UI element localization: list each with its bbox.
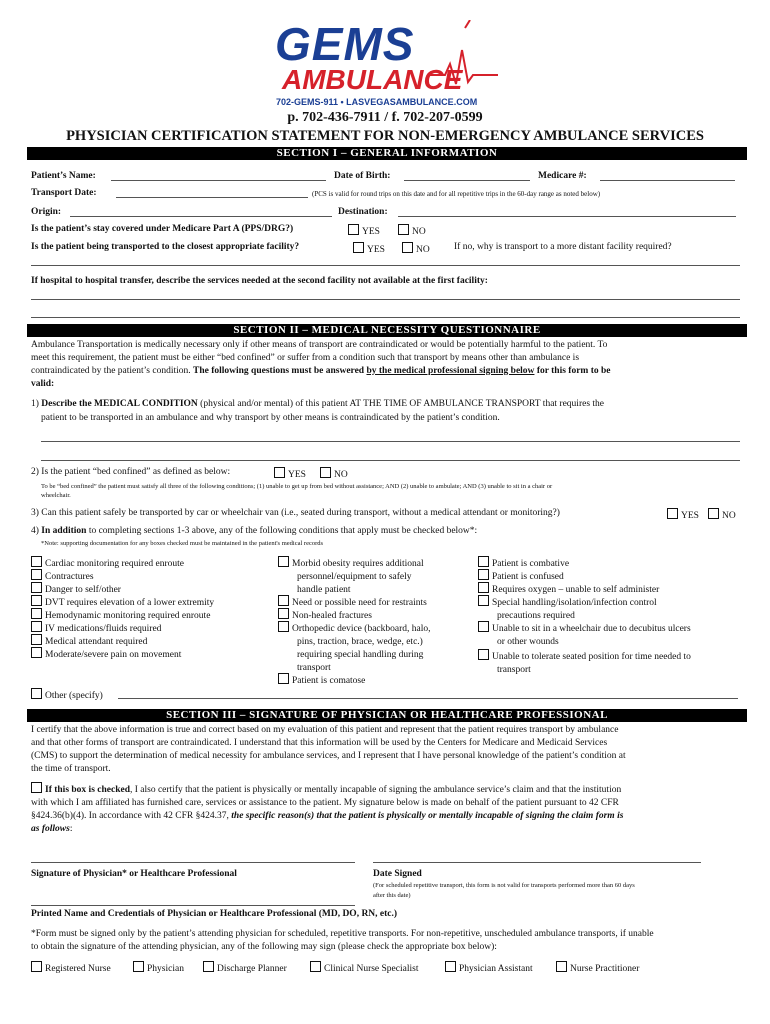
signer-physician-assistant[interactable] — [445, 961, 533, 974]
section-1-header: SECTION I – GENERAL INFORMATION — [27, 147, 747, 160]
other-label: Other (specify) — [45, 691, 103, 701]
other-specify-field[interactable] — [118, 698, 738, 699]
medicare-label: Medicare #: — [538, 171, 587, 181]
condition-item[interactable] — [278, 608, 372, 621]
q4-note: *Note: supporting documentation for any boxes checked must be maintained in the patient's medical records — [41, 540, 324, 547]
incapable-text: §424.36(b)(4). In accordance with 42 CFR §424.37, — [31, 811, 229, 821]
closest-facility-question: Is the patient being transported to the closest appropriate facility? — [31, 242, 300, 252]
q1-answer-field-1[interactable] — [41, 441, 740, 442]
no-label: NO — [416, 245, 430, 255]
incapable-bold: If this box is checked — [45, 785, 130, 795]
question-4 — [31, 526, 477, 536]
checkbox[interactable] — [31, 595, 42, 606]
form-note-line: to obtain the signature of the attending physician, any of the following may sign (please check the appropriate box below): — [31, 942, 497, 952]
cert-line: I certify that the above information is true and correct based on my evaluation of this patient and represent that the patient requires transport by ambulance — [31, 725, 619, 735]
condition-label: Non-healed fractures — [292, 611, 372, 621]
checkbox[interactable] — [353, 242, 364, 253]
intro-line: meet this requirement, the patient must be either “bed confined” or suffer from a condition such that transport by means other than ambulance is — [31, 353, 580, 363]
q1-answer-field-2[interactable] — [41, 460, 740, 461]
signer-label: Physician — [147, 964, 184, 974]
q1-text: (physical and/or mental) of this patient AT THE TIME OF AMBULANCE TRANSPORT that requires the — [200, 399, 605, 409]
date-signed-field[interactable] — [373, 862, 701, 863]
question-3: 3) Can this patient safely be transported by car or wheelchair van (i.e., seated during transport, without a medical attendant or monitoring?) — [31, 508, 560, 518]
incapable-text: : — [69, 824, 73, 834]
q2-note-2: wheelchair. — [41, 492, 71, 499]
condition-label: Danger to self/other — [45, 585, 121, 595]
patient-name-label: Patient’s Name: — [31, 171, 96, 181]
part-a-yes[interactable] — [348, 224, 380, 237]
cert-line: and that other forms of transport are contraindicated. I understand that this information will be used by the Centers for Medicare and Medicaid Services — [31, 738, 608, 748]
condition-label: Special handling/isolation/infection control — [492, 598, 657, 608]
logo-main-text: GEMS — [275, 18, 415, 70]
condition-label-cont: or other wounds — [497, 637, 559, 647]
destination-field[interactable] — [398, 216, 736, 217]
phone-fax-line: p. 702-436-7911 / f. 702-207-0599 — [287, 110, 483, 125]
checkbox[interactable] — [203, 961, 214, 972]
cert-line: the time of transport. — [31, 764, 111, 774]
q1-bold: Describe the MEDICAL CONDITION — [41, 399, 198, 409]
transport-date-label: Transport Date: — [31, 188, 97, 198]
condition-item[interactable] — [478, 649, 691, 677]
checkbox[interactable] — [478, 569, 489, 580]
checkbox[interactable] — [274, 467, 285, 478]
checkbox[interactable] — [133, 961, 144, 972]
no-label: NO — [412, 227, 426, 237]
condition-label: Patient is confused — [492, 572, 564, 582]
condition-label: Unable to tolerate seated position for time needed to — [492, 652, 691, 662]
condition-label: Unable to sit in a wheelchair due to decubitus ulcers — [492, 624, 691, 634]
checkbox[interactable] — [31, 608, 42, 619]
q3-yes[interactable] — [667, 508, 699, 521]
q2-yes[interactable] — [274, 467, 306, 480]
intro-line: valid: — [31, 379, 55, 389]
checkbox[interactable] — [31, 647, 42, 658]
condition-item[interactable] — [478, 556, 569, 569]
date-note-2: after this date) — [373, 892, 411, 899]
incapable-line — [31, 782, 743, 797]
no-label: NO — [722, 511, 736, 521]
condition-label: Medical attendant required — [45, 637, 148, 647]
incapable-bold-italic: the specific reason(s) that the patient is physically or mentally incapable of signing the claim form is — [231, 811, 624, 821]
printed-name-field[interactable] — [31, 905, 355, 906]
checkbox[interactable] — [708, 508, 719, 519]
condition-label: Hemodynamic monitoring required enroute — [45, 611, 211, 621]
condition-label: Cardiac monitoring required enroute — [45, 559, 185, 569]
incapable-checkbox[interactable] — [31, 782, 42, 793]
signer-discharge-planner[interactable] — [203, 961, 287, 974]
condition-label: Requires oxygen – unable to self administer — [492, 585, 660, 595]
condition-label: Morbid obesity requires additional — [292, 559, 424, 569]
signer-label: Registered Nurse — [45, 964, 111, 974]
incapable-text: , I also certify that the patient is physically or mentally incapable of signing the ambulance service’s claim and that the institution — [129, 785, 622, 795]
intro-bold: for this form to be — [536, 366, 611, 376]
condition-label: Patient is comatose — [292, 676, 366, 686]
q4-bold: In addition — [41, 526, 87, 536]
checkbox[interactable] — [320, 467, 331, 478]
incapable-paragraph — [31, 782, 743, 836]
cert-line: (CMS) to support the determination of medical necessity for ambulance services, and I represent that I have personal knowledge of the patient’s condition at — [31, 751, 626, 761]
checkbox[interactable] — [278, 673, 289, 684]
hospital-transfer-field-2[interactable] — [31, 317, 740, 318]
logo-contact: 702-GEMS-911 • LASVEGASAMBULANCE.COM — [276, 97, 478, 107]
condition-item[interactable] — [278, 556, 424, 597]
condition-item[interactable] — [31, 608, 210, 621]
condition-label-cont: requiring special handling during — [297, 650, 424, 660]
checkbox[interactable] — [478, 649, 489, 660]
origin-field[interactable] — [70, 216, 332, 217]
condition-item[interactable] — [31, 556, 184, 569]
condition-label: Orthopedic device (backboard, halo, — [292, 624, 431, 634]
section-3-header: SECTION III – SIGNATURE OF PHYSICIAN OR HEALTHCARE PROFESSIONAL — [27, 709, 747, 722]
condition-item[interactable] — [278, 673, 365, 686]
condition-label-cont: transport — [497, 665, 531, 675]
checkbox[interactable] — [278, 608, 289, 619]
checkbox[interactable] — [478, 621, 489, 632]
section-2-intro — [31, 339, 743, 391]
question-1-line-2: patient to be transported in an ambulance and why transport by other means is contraindicated by the patient’s condition. — [41, 413, 500, 423]
condition-item[interactable] — [31, 621, 161, 634]
if-no-question: If no, why is transport to a more distant facility required? — [454, 242, 672, 252]
q4-number: 4) — [31, 526, 39, 536]
condition-label-cont: precautions required — [497, 611, 575, 621]
condition-label-cont: handle patient — [297, 585, 351, 595]
condition-label: Need or possible need for restraints — [292, 598, 427, 608]
question-2: 2) Is the patient “bed confined” as defined as below: — [31, 467, 231, 477]
part-a-question: Is the patient’s stay covered under Medicare Part A (PPS/DRG?) — [31, 224, 294, 234]
intro-line — [31, 365, 743, 378]
condition-label-cont: pins, traction, brace, wedge, etc.) — [297, 637, 423, 647]
condition-item[interactable] — [278, 621, 430, 675]
q3-no[interactable] — [708, 508, 736, 521]
checkbox[interactable] — [556, 961, 567, 972]
dob-label: Date of Birth: — [334, 171, 391, 181]
yes-label: YES — [362, 227, 380, 237]
checkbox[interactable] — [667, 508, 678, 519]
signer-label: Nurse Practitioner — [570, 964, 640, 974]
if-no-field[interactable] — [31, 265, 740, 266]
checkbox[interactable] — [478, 582, 489, 593]
date-note-1: (For scheduled repetitive transport, this form is not valid for transports performed more than 60 days — [373, 882, 635, 889]
intro-text: contraindicated by the patient’s condition. — [31, 366, 191, 376]
condition-item[interactable] — [478, 569, 564, 582]
checkbox[interactable] — [31, 556, 42, 567]
intro-underlined: by the medical professional signing below — [366, 366, 535, 376]
condition-item[interactable] — [31, 582, 121, 595]
patient-name-field[interactable] — [111, 180, 326, 181]
signer-label: Discharge Planner — [217, 964, 287, 974]
destination-label: Destination: — [338, 207, 388, 217]
condition-item[interactable] — [478, 621, 691, 649]
condition-item[interactable] — [31, 595, 214, 608]
form-note-line: *Form must be signed only by the patient’s attending physician for scheduled, repetitive transports. For non-repetitive, unscheduled ambulance transports, if unable — [31, 929, 654, 939]
checkbox[interactable] — [278, 595, 289, 606]
hospital-transfer-question: If hospital to hospital transfer, describe the services needed at the second facility not available at the first facility: — [31, 276, 488, 286]
logo-sub-text: AMBULANCE — [282, 64, 463, 95]
signer-registered-nurse[interactable] — [31, 961, 111, 974]
condition-label-cont: transport — [297, 663, 331, 673]
checkbox[interactable] — [278, 621, 289, 632]
condition-item[interactable] — [31, 647, 181, 660]
dob-field[interactable] — [404, 180, 530, 181]
closest-no[interactable] — [402, 242, 430, 255]
other-specify[interactable] — [31, 688, 103, 701]
incapable-line: with which I am affiliated has furnished care, services or assistance to the patient. My signature below is made on behalf of the patient pursuant to 42 CFR — [31, 798, 619, 808]
no-label: NO — [334, 470, 348, 480]
signer-label: Physician Assistant — [459, 964, 533, 974]
checkbox[interactable] — [278, 556, 289, 567]
checkbox[interactable] — [398, 224, 409, 235]
section-2-header: SECTION II – MEDICAL NECESSITY QUESTIONNAIRE — [27, 324, 747, 337]
intro-bold: The following questions must be answered — [192, 366, 365, 376]
condition-label: Moderate/severe pain on movement — [45, 650, 182, 660]
certification-paragraph — [31, 724, 743, 776]
checkbox[interactable] — [31, 621, 42, 632]
condition-item[interactable] — [478, 595, 657, 623]
condition-label: Patient is combative — [492, 559, 570, 569]
signer-physician[interactable] — [133, 961, 184, 974]
checkbox[interactable] — [310, 961, 321, 972]
incapable-line — [31, 823, 743, 836]
q2-note-1: To be “bed confined” the patient must satisfy all three of the following conditions; (1) unable to get up from bed without assistance; AND (2) unable to ambulate; AND (3) unable to sit in a chair or — [41, 483, 553, 490]
closest-yes[interactable] — [353, 242, 385, 255]
signer-label: Clinical Nurse Specialist — [324, 964, 419, 974]
checkbox[interactable] — [31, 688, 42, 699]
origin-label: Origin: — [31, 207, 62, 217]
condition-item[interactable] — [31, 634, 147, 647]
yes-label: YES — [367, 245, 385, 255]
signer-nurse-practitioner[interactable] — [556, 961, 639, 974]
checkbox[interactable] — [31, 961, 42, 972]
condition-item[interactable] — [478, 582, 659, 595]
transport-date-field[interactable] — [116, 197, 308, 198]
incapable-line — [31, 810, 743, 823]
medicare-field[interactable] — [600, 180, 735, 181]
printed-name-label: Printed Name and Credentials of Physician or Healthcare Professional (MD, DO, RN, etc.) — [31, 909, 398, 919]
condition-item[interactable] — [278, 595, 427, 608]
date-signed-label: Date Signed — [373, 869, 422, 879]
yes-label: YES — [681, 511, 699, 521]
hospital-transfer-field-1[interactable] — [31, 299, 740, 300]
yes-label: YES — [288, 470, 306, 480]
checkbox[interactable] — [31, 582, 42, 593]
condition-label: Contractures — [45, 572, 94, 582]
q2-no[interactable] — [320, 467, 348, 480]
signer-clinical-nurse-specialist[interactable] — [310, 961, 418, 974]
page-title: PHYSICIAN CERTIFICATION STATEMENT FOR NON-EMERGENCY AMBULANCE SERVICES — [66, 128, 704, 144]
condition-label: DVT requires elevation of a lower extremity — [45, 598, 215, 608]
incapable-bold-italic: as follows — [31, 824, 70, 834]
checkbox[interactable] — [478, 556, 489, 567]
form-note — [31, 928, 743, 954]
q1-number: 1) — [31, 399, 39, 409]
intro-line: Ambulance Transportation is medically necessary only if other means of transport are contraindicated or would be potentially harmful to the patient. To — [31, 340, 608, 350]
logo — [270, 20, 502, 110]
signature-label: Signature of Physician* or Healthcare Professional — [31, 869, 237, 879]
pcs-note: (PCS is valid for round trips on this date and for all repetitive trips in the 60-day range as noted below) — [312, 190, 601, 198]
checkbox[interactable] — [348, 224, 359, 235]
condition-label: IV medications/fluids required — [45, 624, 162, 634]
checkbox[interactable] — [445, 961, 456, 972]
part-a-no[interactable] — [398, 224, 426, 237]
checkbox[interactable] — [478, 595, 489, 606]
question-1 — [31, 399, 604, 409]
checkbox[interactable] — [31, 634, 42, 645]
checkbox[interactable] — [402, 242, 413, 253]
checkbox[interactable] — [31, 569, 42, 580]
q4-text: to completing sections 1-3 above, any of the following conditions that apply must be checked below*: — [88, 526, 478, 536]
condition-item[interactable] — [31, 569, 94, 582]
condition-label-cont: personnel/equipment to safely — [297, 572, 412, 582]
signature-field[interactable] — [31, 862, 355, 863]
